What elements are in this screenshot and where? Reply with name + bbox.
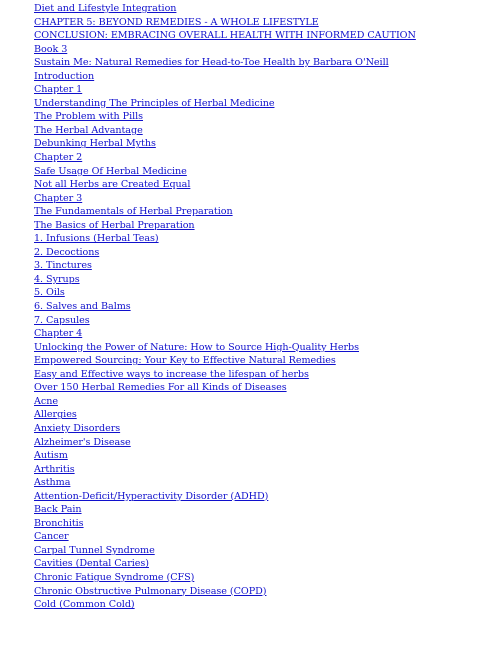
toc-link[interactable]: Book 3 xyxy=(34,43,68,55)
toc-link[interactable]: The Fundamentals of Herbal Preparation xyxy=(34,206,233,218)
toc-link[interactable]: Chapter 3 xyxy=(34,192,83,204)
toc-link[interactable]: CHAPTER 5: BEYOND REMEDIES - A WHOLE LIFESTYLE xyxy=(34,16,319,28)
toc-link[interactable]: Cold (Common Cold) xyxy=(34,599,135,611)
toc-link[interactable]: The Herbal Advantage xyxy=(34,124,143,136)
table-of-contents xyxy=(34,2,494,612)
toc-link[interactable]: 1. Infusions (Herbal Teas) xyxy=(34,233,159,245)
toc-link[interactable]: Understanding The Principles of Herbal Medicine xyxy=(34,97,275,109)
toc-link[interactable]: Alzheimer's Disease xyxy=(34,436,131,448)
toc-link[interactable]: Chapter 1 xyxy=(34,84,83,96)
toc-link[interactable]: Diet and Lifestyle Integration xyxy=(34,3,177,14)
toc-link[interactable]: 3. Tinctures xyxy=(34,260,92,272)
toc-link[interactable]: Cancer xyxy=(34,531,69,543)
toc-link[interactable]: Arthritis xyxy=(34,463,75,475)
toc-link[interactable]: Not all Herbs are Created Equal xyxy=(34,179,191,191)
toc-link[interactable]: Sustain Me: Natural Remedies for Head-to-Toe Health by Barbara O'Neill xyxy=(34,57,389,69)
toc-link[interactable]: Unlocking the Power of Nature: How to Source High-Quality Herbs xyxy=(34,341,359,353)
toc-link[interactable]: Cavities (Dental Caries) xyxy=(34,558,149,570)
toc-link[interactable]: Back Pain xyxy=(34,504,82,516)
toc-link[interactable]: Acne xyxy=(34,395,58,407)
toc-link[interactable]: 6. Salves and Balms xyxy=(34,301,131,313)
toc-link[interactable]: The Problem with Pills xyxy=(34,111,144,123)
toc-link[interactable]: Debunking Herbal Myths xyxy=(34,138,156,150)
toc-link[interactable]: Chapter 4 xyxy=(34,328,83,340)
toc-link[interactable]: Asthma xyxy=(34,477,71,489)
toc-link[interactable]: 7. Capsules xyxy=(34,314,90,326)
toc-link[interactable]: Autism xyxy=(34,450,68,462)
toc-link[interactable]: CONCLUSION: EMBRACING OVERALL HEALTH WITH INFORMED CAUTION xyxy=(34,30,416,42)
toc-link[interactable]: Anxiety Disorders xyxy=(34,422,121,434)
toc-link[interactable]: Chronic Fatigue Syndrome (CFS) xyxy=(34,571,195,583)
toc-link[interactable]: Carpal Tunnel Syndrome xyxy=(34,544,155,556)
toc-link[interactable]: Attention-Deficit/Hyperactivity Disorder (ADHD) xyxy=(34,490,269,502)
toc-link[interactable]: Chronic Obstructive Pulmonary Disease (COPD) xyxy=(34,585,267,597)
toc-link[interactable]: Allergies xyxy=(34,409,77,421)
toc-link[interactable]: The Basics of Herbal Preparation xyxy=(34,219,195,231)
toc-link[interactable]: Safe Usage Of Herbal Medicine xyxy=(34,165,187,177)
toc-link[interactable]: 5. Oils xyxy=(34,287,65,299)
toc-link[interactable]: Chapter 2 xyxy=(34,152,83,164)
toc-link[interactable]: Empowered Sourcing: Your Key to Effective Natural Remedies xyxy=(34,355,336,367)
toc-link[interactable]: 2. Decoctions xyxy=(34,246,100,258)
toc-link[interactable]: Over 150 Herbal Remedies For all Kinds of Diseases xyxy=(34,382,287,394)
toc-link[interactable]: Introduction xyxy=(34,70,95,82)
toc-link[interactable]: 4. Syrups xyxy=(34,273,80,285)
toc-link[interactable]: Bronchitis xyxy=(34,517,84,529)
toc-link[interactable]: Easy and Effective ways to increase the lifespan of herbs xyxy=(34,368,309,380)
